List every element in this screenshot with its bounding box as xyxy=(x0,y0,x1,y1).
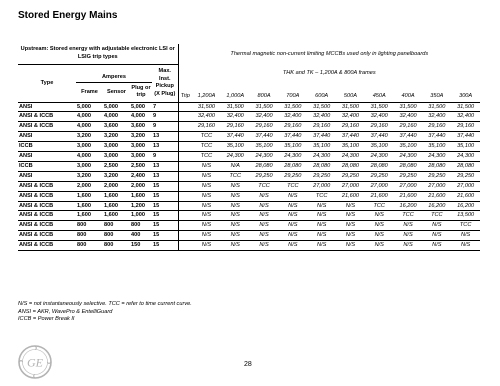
frame-cell: 1,600 xyxy=(76,191,103,201)
value-cell: N/S xyxy=(221,241,250,251)
value-cell: 35,100 xyxy=(451,142,480,152)
plug-cell: 2,500 xyxy=(130,161,152,171)
note-ns-tcc: N/S = not instantaneously selective. TCC = refer to time current curve. xyxy=(18,301,192,307)
value-cell: TCC xyxy=(394,211,423,221)
value-cell: 16,200 xyxy=(394,201,423,211)
value-cell: 31,500 xyxy=(192,102,221,112)
sensor-cell: 3,000 xyxy=(103,142,130,152)
value-cell: 28,080 xyxy=(307,161,336,171)
trip-spacer-cell xyxy=(178,201,192,211)
value-cell: TCC xyxy=(250,181,279,191)
value-cell: 29,250 xyxy=(250,171,279,181)
value-cell: N/S xyxy=(451,231,480,241)
value-cell: 24,300 xyxy=(336,152,365,162)
type-cell: ANSI & ICCB xyxy=(18,241,76,251)
trip-spacer-cell xyxy=(178,102,192,112)
value-cell: 24,300 xyxy=(307,152,336,162)
value-cell: TCC xyxy=(278,181,307,191)
value-cell: N/S xyxy=(278,191,307,201)
sensor-cell: 1,600 xyxy=(103,201,130,211)
max-inst-cell: 15 xyxy=(152,191,178,201)
value-cell: 32,400 xyxy=(365,112,394,122)
value-cell: N/S xyxy=(192,161,221,171)
value-cell: N/S xyxy=(365,211,394,221)
value-cell: N/S xyxy=(307,211,336,221)
value-cell: 37,440 xyxy=(451,132,480,142)
value-cell: 32,400 xyxy=(250,112,279,122)
value-cell: 28,080 xyxy=(336,161,365,171)
value-cell: 37,440 xyxy=(422,132,451,142)
value-cell: N/S xyxy=(336,201,365,211)
value-cell: 27,000 xyxy=(307,181,336,191)
type-cell: ANSI & ICCB xyxy=(18,112,76,122)
value-cell: N/S xyxy=(307,231,336,241)
value-cell: N/S xyxy=(307,241,336,251)
trip-spacer-cell xyxy=(178,231,192,241)
value-cell: 29,160 xyxy=(451,122,480,132)
max-inst-cell: 13 xyxy=(152,142,178,152)
value-cell: 21,600 xyxy=(422,191,451,201)
value-cell: 37,440 xyxy=(336,132,365,142)
value-cell: 13,500 xyxy=(451,211,480,221)
max-inst-cell: 15 xyxy=(152,201,178,211)
value-cell: 31,500 xyxy=(250,102,279,112)
sensor-cell: 3,200 xyxy=(103,132,130,142)
value-cell: TCC xyxy=(422,211,451,221)
value-cell: 37,440 xyxy=(394,132,423,142)
value-cell: 29,160 xyxy=(336,122,365,132)
value-cell: 32,400 xyxy=(192,112,221,122)
value-cell: 27,000 xyxy=(365,181,394,191)
value-cell: N/S xyxy=(365,241,394,251)
value-cell: 37,440 xyxy=(307,132,336,142)
value-cell: 35,100 xyxy=(336,142,365,152)
trip-spacer-cell xyxy=(178,152,192,162)
value-cell: 21,600 xyxy=(336,191,365,201)
frame-cell: 4,000 xyxy=(76,122,103,132)
value-cell: 29,250 xyxy=(336,171,365,181)
max-inst-cell: 13 xyxy=(152,161,178,171)
value-cell: N/S xyxy=(221,181,250,191)
plug-cell: 2,000 xyxy=(130,181,152,191)
table-row xyxy=(18,221,480,231)
thk-header: THK and TK – 1,200A & 800A frames xyxy=(178,64,480,82)
max-inst-cell: 13 xyxy=(152,171,178,181)
table-row xyxy=(18,201,480,211)
table-row xyxy=(18,152,480,162)
frame-cell: 1,600 xyxy=(76,201,103,211)
value-cell: N/S xyxy=(278,241,307,251)
value-cell: 31,500 xyxy=(307,102,336,112)
value-cell: 32,400 xyxy=(336,112,365,122)
plug-cell: 800 xyxy=(130,221,152,231)
value-cell: N/S xyxy=(192,171,221,181)
page-number: 28 xyxy=(244,361,252,368)
amperes-header: Amperes xyxy=(76,64,152,82)
trip-rating: 600A xyxy=(315,93,329,100)
table-row xyxy=(18,102,480,112)
sensor-cell: 800 xyxy=(103,221,130,231)
frame-cell: 2,000 xyxy=(76,181,103,191)
value-cell: N/S xyxy=(250,191,279,201)
value-cell: N/S xyxy=(221,211,250,221)
value-cell: 35,100 xyxy=(307,142,336,152)
value-cell: N/S xyxy=(192,231,221,241)
value-cell: 29,160 xyxy=(422,122,451,132)
value-cell: 27,000 xyxy=(451,181,480,191)
value-cell: N/S xyxy=(365,231,394,241)
value-cell: 24,300 xyxy=(451,152,480,162)
plug-cell: 1,600 xyxy=(130,191,152,201)
value-cell: N/S xyxy=(336,241,365,251)
value-cell: 31,500 xyxy=(221,102,250,112)
value-cell: N/S xyxy=(278,211,307,221)
value-cell: N/S xyxy=(192,241,221,251)
sensor-header: Sensor xyxy=(107,88,126,95)
value-cell: TCC xyxy=(192,142,221,152)
value-cell: 16,200 xyxy=(451,201,480,211)
value-cell: N/S xyxy=(192,221,221,231)
value-cell: 24,300 xyxy=(221,152,250,162)
value-cell: 29,250 xyxy=(278,171,307,181)
type-cell: ANSI & ICCB xyxy=(18,191,76,201)
value-cell: N/S xyxy=(365,221,394,231)
max-inst-cell: 15 xyxy=(152,181,178,191)
table-row xyxy=(18,241,480,251)
value-cell: 28,080 xyxy=(422,161,451,171)
plug-cell: 150 xyxy=(130,241,152,251)
max-inst-cell: 9 xyxy=(152,112,178,122)
value-cell: 29,160 xyxy=(278,122,307,132)
plug-cell: 400 xyxy=(130,231,152,241)
sensor-cell: 3,600 xyxy=(103,122,130,132)
value-cell: 31,500 xyxy=(365,102,394,112)
type-cell: ANSI & ICCB xyxy=(18,231,76,241)
value-cell: 31,500 xyxy=(451,102,480,112)
value-cell: 32,400 xyxy=(307,112,336,122)
value-cell: 24,300 xyxy=(422,152,451,162)
value-cell: 27,000 xyxy=(336,181,365,191)
value-cell: 29,250 xyxy=(451,171,480,181)
sensor-cell: 4,000 xyxy=(103,112,130,122)
max-inst-cell: 9 xyxy=(152,122,178,132)
value-cell: 31,500 xyxy=(278,102,307,112)
table-row xyxy=(18,142,480,152)
value-cell: 32,400 xyxy=(221,112,250,122)
max-inst-header: Max. Inst. Pickup (X Plug) xyxy=(154,68,176,97)
sensor-cell: 1,600 xyxy=(103,191,130,201)
trip-rating: 450A xyxy=(372,93,386,100)
value-cell: 28,080 xyxy=(394,161,423,171)
type-cell: ANSI & ICCB xyxy=(18,181,76,191)
max-inst-cell: 15 xyxy=(152,211,178,221)
value-cell: N/S xyxy=(221,231,250,241)
frame-cell: 3,200 xyxy=(76,132,103,142)
value-cell: N/S xyxy=(192,191,221,201)
max-inst-cell: 15 xyxy=(152,241,178,251)
frame-cell: 3,000 xyxy=(76,142,103,152)
value-cell: N/S xyxy=(278,231,307,241)
value-cell: N/S xyxy=(250,211,279,221)
frame-header: Frame xyxy=(81,88,98,95)
max-inst-cell: 13 xyxy=(152,132,178,142)
type-cell: ANSI xyxy=(18,102,76,112)
frame-cell: 3,000 xyxy=(76,161,103,171)
value-cell: N/S xyxy=(250,231,279,241)
max-inst-cell: 7 xyxy=(152,102,178,112)
value-cell: 35,100 xyxy=(422,142,451,152)
value-cell: N/S xyxy=(307,201,336,211)
table-row xyxy=(18,211,480,221)
value-cell: TCC xyxy=(365,201,394,211)
frame-cell: 1,600 xyxy=(76,211,103,221)
trip-spacer-cell xyxy=(178,181,192,191)
value-cell: N/S xyxy=(336,211,365,221)
sensor-cell: 3,200 xyxy=(103,171,130,181)
value-cell: 29,160 xyxy=(365,122,394,132)
frame-cell: 800 xyxy=(76,231,103,241)
value-cell: TCC xyxy=(451,221,480,231)
value-cell: 28,080 xyxy=(278,161,307,171)
plug-cell: 1,200 xyxy=(130,201,152,211)
notes xyxy=(18,301,192,324)
value-cell: N/S xyxy=(422,221,451,231)
sensor-cell: 1,600 xyxy=(103,211,130,221)
max-inst-cell: 15 xyxy=(152,221,178,231)
value-cell: N/S xyxy=(451,241,480,251)
value-cell: N/S xyxy=(422,231,451,241)
plug-cell: 3,000 xyxy=(130,152,152,162)
value-cell: 31,500 xyxy=(336,102,365,112)
value-cell: 24,300 xyxy=(250,152,279,162)
value-cell: N/S xyxy=(307,221,336,231)
value-cell: 35,100 xyxy=(278,142,307,152)
upstream-header: Upstream: Stored energy with adjustable electronic LSI or LSIG trip types xyxy=(18,44,178,64)
table-row xyxy=(18,112,480,122)
plug-cell: 3,200 xyxy=(130,132,152,142)
value-cell: 31,500 xyxy=(394,102,423,112)
value-cell: N/S xyxy=(336,231,365,241)
type-cell: ANSI & ICCB xyxy=(18,211,76,221)
note-iccb: ICCB = Power Break II xyxy=(18,316,75,322)
value-cell: 37,440 xyxy=(250,132,279,142)
table-row xyxy=(18,231,480,241)
plug-cell: 3,000 xyxy=(130,142,152,152)
value-cell: 32,400 xyxy=(451,112,480,122)
table-row xyxy=(18,161,480,171)
value-cell: N/S xyxy=(278,201,307,211)
value-cell: N/S xyxy=(192,201,221,211)
value-cell: N/S xyxy=(192,211,221,221)
value-cell: 31,500 xyxy=(422,102,451,112)
value-cell: 29,160 xyxy=(307,122,336,132)
sensor-cell: 2,500 xyxy=(103,161,130,171)
value-cell: N/S xyxy=(192,181,221,191)
value-cell: N/A xyxy=(221,161,250,171)
value-cell: 28,080 xyxy=(365,161,394,171)
selectivity-table xyxy=(18,44,480,251)
trip-spacer-cell xyxy=(178,211,192,221)
plug-cell: 3,600 xyxy=(130,122,152,132)
value-cell: 29,250 xyxy=(394,171,423,181)
value-cell: 35,100 xyxy=(221,142,250,152)
type-cell: ANSI & ICCB xyxy=(18,122,76,132)
frame-cell: 800 xyxy=(76,241,103,251)
value-cell: 29,160 xyxy=(394,122,423,132)
plug-cell: 1,000 xyxy=(130,211,152,221)
type-cell: ANSI xyxy=(18,132,76,142)
value-cell: 37,440 xyxy=(221,132,250,142)
value-cell: TCC xyxy=(192,132,221,142)
value-cell: 29,160 xyxy=(250,122,279,132)
value-cell: 16,200 xyxy=(422,201,451,211)
value-cell: N/S xyxy=(394,221,423,231)
trip-spacer-cell xyxy=(178,161,192,171)
value-cell: 29,250 xyxy=(422,171,451,181)
table-row xyxy=(18,171,480,181)
type-cell: ANSI & ICCB xyxy=(18,201,76,211)
table-row xyxy=(18,132,480,142)
frame-cell: 3,200 xyxy=(76,171,103,181)
frame-cell: 5,000 xyxy=(76,102,103,112)
trip-spacer-cell xyxy=(178,221,192,231)
value-cell: 21,600 xyxy=(451,191,480,201)
trip-rating: 400A xyxy=(401,93,415,100)
table-row xyxy=(18,122,480,132)
trip-spacer-cell xyxy=(178,191,192,201)
max-inst-cell: 9 xyxy=(152,152,178,162)
value-cell: N/S xyxy=(250,201,279,211)
value-cell: N/S xyxy=(221,201,250,211)
value-cell: 27,000 xyxy=(394,181,423,191)
type-cell: ANSI & ICCB xyxy=(18,221,76,231)
value-cell: 21,600 xyxy=(394,191,423,201)
value-cell: 24,300 xyxy=(278,152,307,162)
value-cell: N/S xyxy=(394,231,423,241)
type-cell: ANSI xyxy=(18,171,76,181)
table-row xyxy=(18,191,480,201)
value-cell: 37,440 xyxy=(365,132,394,142)
value-cell: 32,400 xyxy=(278,112,307,122)
note-ansi: ANSI = AKR, WavePro & EntelliGuard xyxy=(18,308,113,315)
trip-spacer-cell xyxy=(178,171,192,181)
max-inst-cell: 15 xyxy=(152,231,178,241)
value-cell: N/S xyxy=(278,221,307,231)
value-cell: 29,250 xyxy=(365,171,394,181)
value-cell: N/S xyxy=(422,241,451,251)
trip-spacer-cell xyxy=(178,112,192,122)
type-cell: ANSI xyxy=(18,152,76,162)
trip-spacer-cell xyxy=(178,122,192,132)
value-cell: 21,600 xyxy=(365,191,394,201)
thermal-header: Thermal magnetic non-current limiting MCCBs used only in lighting panelboards xyxy=(178,44,480,64)
sensor-cell: 800 xyxy=(103,241,130,251)
value-cell: 24,300 xyxy=(365,152,394,162)
sensor-cell: 800 xyxy=(103,231,130,241)
table-body xyxy=(18,102,480,251)
type-cell: ICCB xyxy=(18,161,76,171)
sensor-cell: 3,000 xyxy=(103,152,130,162)
trip-rating: 1,200A xyxy=(197,93,216,100)
ge-logo-icon xyxy=(18,345,52,379)
value-cell: 24,300 xyxy=(394,152,423,162)
value-cell: TCC xyxy=(307,191,336,201)
plug-cell: 4,000 xyxy=(130,112,152,122)
trip-rating: 800A xyxy=(257,93,271,100)
plug-cell: 5,000 xyxy=(130,102,152,112)
value-cell: N/S xyxy=(250,241,279,251)
type-header: Type xyxy=(40,79,54,86)
trip-rating: 700A xyxy=(286,93,300,100)
value-cell: 29,160 xyxy=(221,122,250,132)
table-row xyxy=(18,181,480,191)
trip-spacer-cell xyxy=(178,142,192,152)
trip-spacer-cell xyxy=(178,241,192,251)
trip-rating: 1,000A xyxy=(226,93,245,100)
value-cell: 35,100 xyxy=(394,142,423,152)
value-cell: 35,100 xyxy=(365,142,394,152)
frame-cell: 4,000 xyxy=(76,112,103,122)
page-title: Stored Energy Mains xyxy=(18,10,118,21)
plug-cell: 2,400 xyxy=(130,171,152,181)
trip-rating: 350A xyxy=(430,93,444,100)
value-cell: 32,400 xyxy=(394,112,423,122)
value-cell: N/S xyxy=(221,221,250,231)
value-cell: 35,100 xyxy=(250,142,279,152)
sensor-cell: 2,000 xyxy=(103,181,130,191)
type-cell: ICCB xyxy=(18,142,76,152)
value-cell: N/S xyxy=(336,221,365,231)
frame-cell: 800 xyxy=(76,221,103,231)
value-cell: 37,440 xyxy=(278,132,307,142)
frame-cell: 4,000 xyxy=(76,152,103,162)
trip-rating: 300A xyxy=(459,93,473,100)
plug-header: Plug or trip xyxy=(131,84,151,98)
value-cell: TCC xyxy=(192,152,221,162)
value-cell: N/S xyxy=(250,221,279,231)
value-cell: 27,000 xyxy=(422,181,451,191)
trip-rating: 500A xyxy=(343,93,357,100)
value-cell: 28,080 xyxy=(451,161,480,171)
value-cell: 29,250 xyxy=(307,171,336,181)
sensor-cell: 5,000 xyxy=(103,102,130,112)
ge-logo-text: GE xyxy=(27,355,43,370)
value-cell: 32,400 xyxy=(422,112,451,122)
value-cell: N/S xyxy=(394,241,423,251)
trip-spacer-cell xyxy=(178,132,192,142)
value-cell: 28,080 xyxy=(250,161,279,171)
value-cell: 29,160 xyxy=(192,122,221,132)
value-cell: N/S xyxy=(221,191,250,201)
trip-header: Trip xyxy=(178,92,192,102)
value-cell: TCC xyxy=(221,171,250,181)
